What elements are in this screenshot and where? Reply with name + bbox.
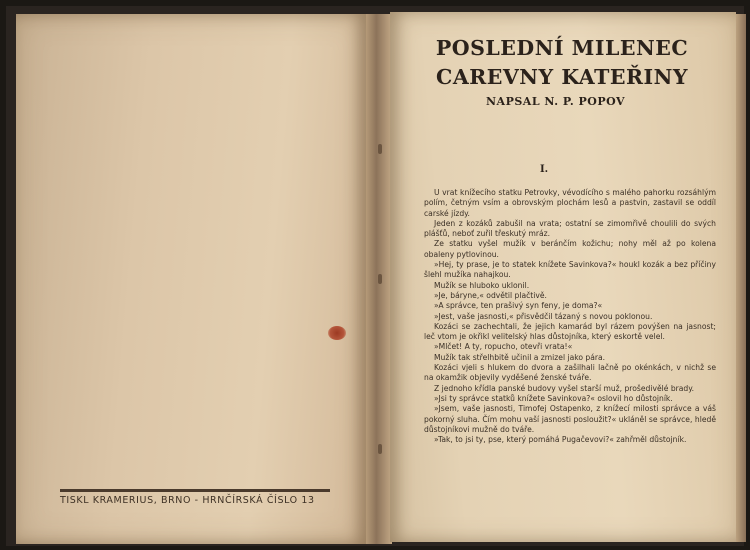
- paragraph: »Mlčet! A ty, ropucho, otevři vrata!«: [434, 342, 573, 352]
- author-line: NAPSAL N. P. POPOV: [486, 95, 626, 108]
- stitch-mark: [378, 444, 382, 454]
- paragraph: Jeden z kozáků zabušil na vrata; ostatní se zimomřivě choulili do svých plášťů, neboť zuřil třeskutý mráz.: [424, 218, 716, 239]
- title-line: POSLEDNÍ MILENEC: [435, 36, 689, 60]
- page-edges: [736, 14, 746, 542]
- paragraph: Mužík tak střelhbitě učinil a zmizel jako pára.: [434, 352, 606, 362]
- paragraph: »A správce, ten prašivý syn feny, je doma?«: [434, 301, 603, 311]
- paragraph: »Jsem, vaše jasnosti, Timofej Ostapenko, z knížecí milosti správce a váš pokorný sluha. Čím mohu vaší jasnosti posloužit?« ukláněl se správce, hledě důstojníkovi mužně do tváře.: [424, 404, 716, 434]
- stain-mark: [328, 326, 346, 340]
- book-title: [412, 34, 712, 92]
- right-page: [390, 12, 736, 542]
- paragraph: Kozáci se zachechtali, že jejich kamarád byl rázem povýšen na jasnost; leč vtom je okřikl velitelský hlas důstojníka, který eskortě velel.: [424, 321, 716, 342]
- paragraph: Kozáci vjeli s hlukem do dvora a zašilhali lačně po okénkách, v nichž se na okamžik objevily vyděšené ženské tváře.: [424, 363, 716, 383]
- chapter-text: [424, 188, 716, 445]
- book-spine: [366, 14, 392, 544]
- title-line: CAREVNY KATEŘINY: [436, 65, 688, 89]
- open-book: [6, 6, 744, 546]
- stitch-mark: [378, 144, 382, 154]
- paragraph: »Je, báryne,« odvětil plačtivě.: [434, 290, 547, 300]
- left-page: [16, 14, 366, 544]
- paragraph: Z jednoho křídla panské budovy vyšel starší muž, prošedivělé brady.: [434, 383, 695, 393]
- chapter-number: I.: [540, 164, 549, 175]
- paragraph: U vrat knížecího statku Petrovky, vévodícího s malého pahorku rozsáhlým polím, četným vsím a obrovským plochám lesů a pastvin, zastavil se oddíl carské jízdy.: [424, 188, 716, 218]
- printer-rule: [60, 489, 330, 492]
- stitch-mark: [378, 274, 382, 284]
- paragraph: Ze statku vyšel mužík v beránčím kožichu; nohy měl až po kolena obaleny pytlovinou.: [424, 239, 716, 259]
- printer-imprint: TISKL KRAMERIUS, BRNO - HRNČÍRSKÁ ČÍSLO 13: [60, 495, 315, 506]
- paragraph: Mužík se hluboko uklonil.: [434, 280, 530, 290]
- paragraph: »Jsi ty správce statků knížete Savinkova?« oslovil ho důstojník.: [434, 393, 673, 403]
- paragraph: »Hej, ty prase, je to statek knížete Savinkova?« houkl kozák a bez příčiny šlehl mužíka nahajkou.: [424, 260, 716, 280]
- paragraph: »Tak, to jsi ty, pse, který pomáhá Pugačevovi?« zahřměl důstojník.: [434, 435, 687, 445]
- paragraph: »Jest, vaše jasnosti,« přisvědčil tázaný s novou poklonou.: [434, 311, 653, 321]
